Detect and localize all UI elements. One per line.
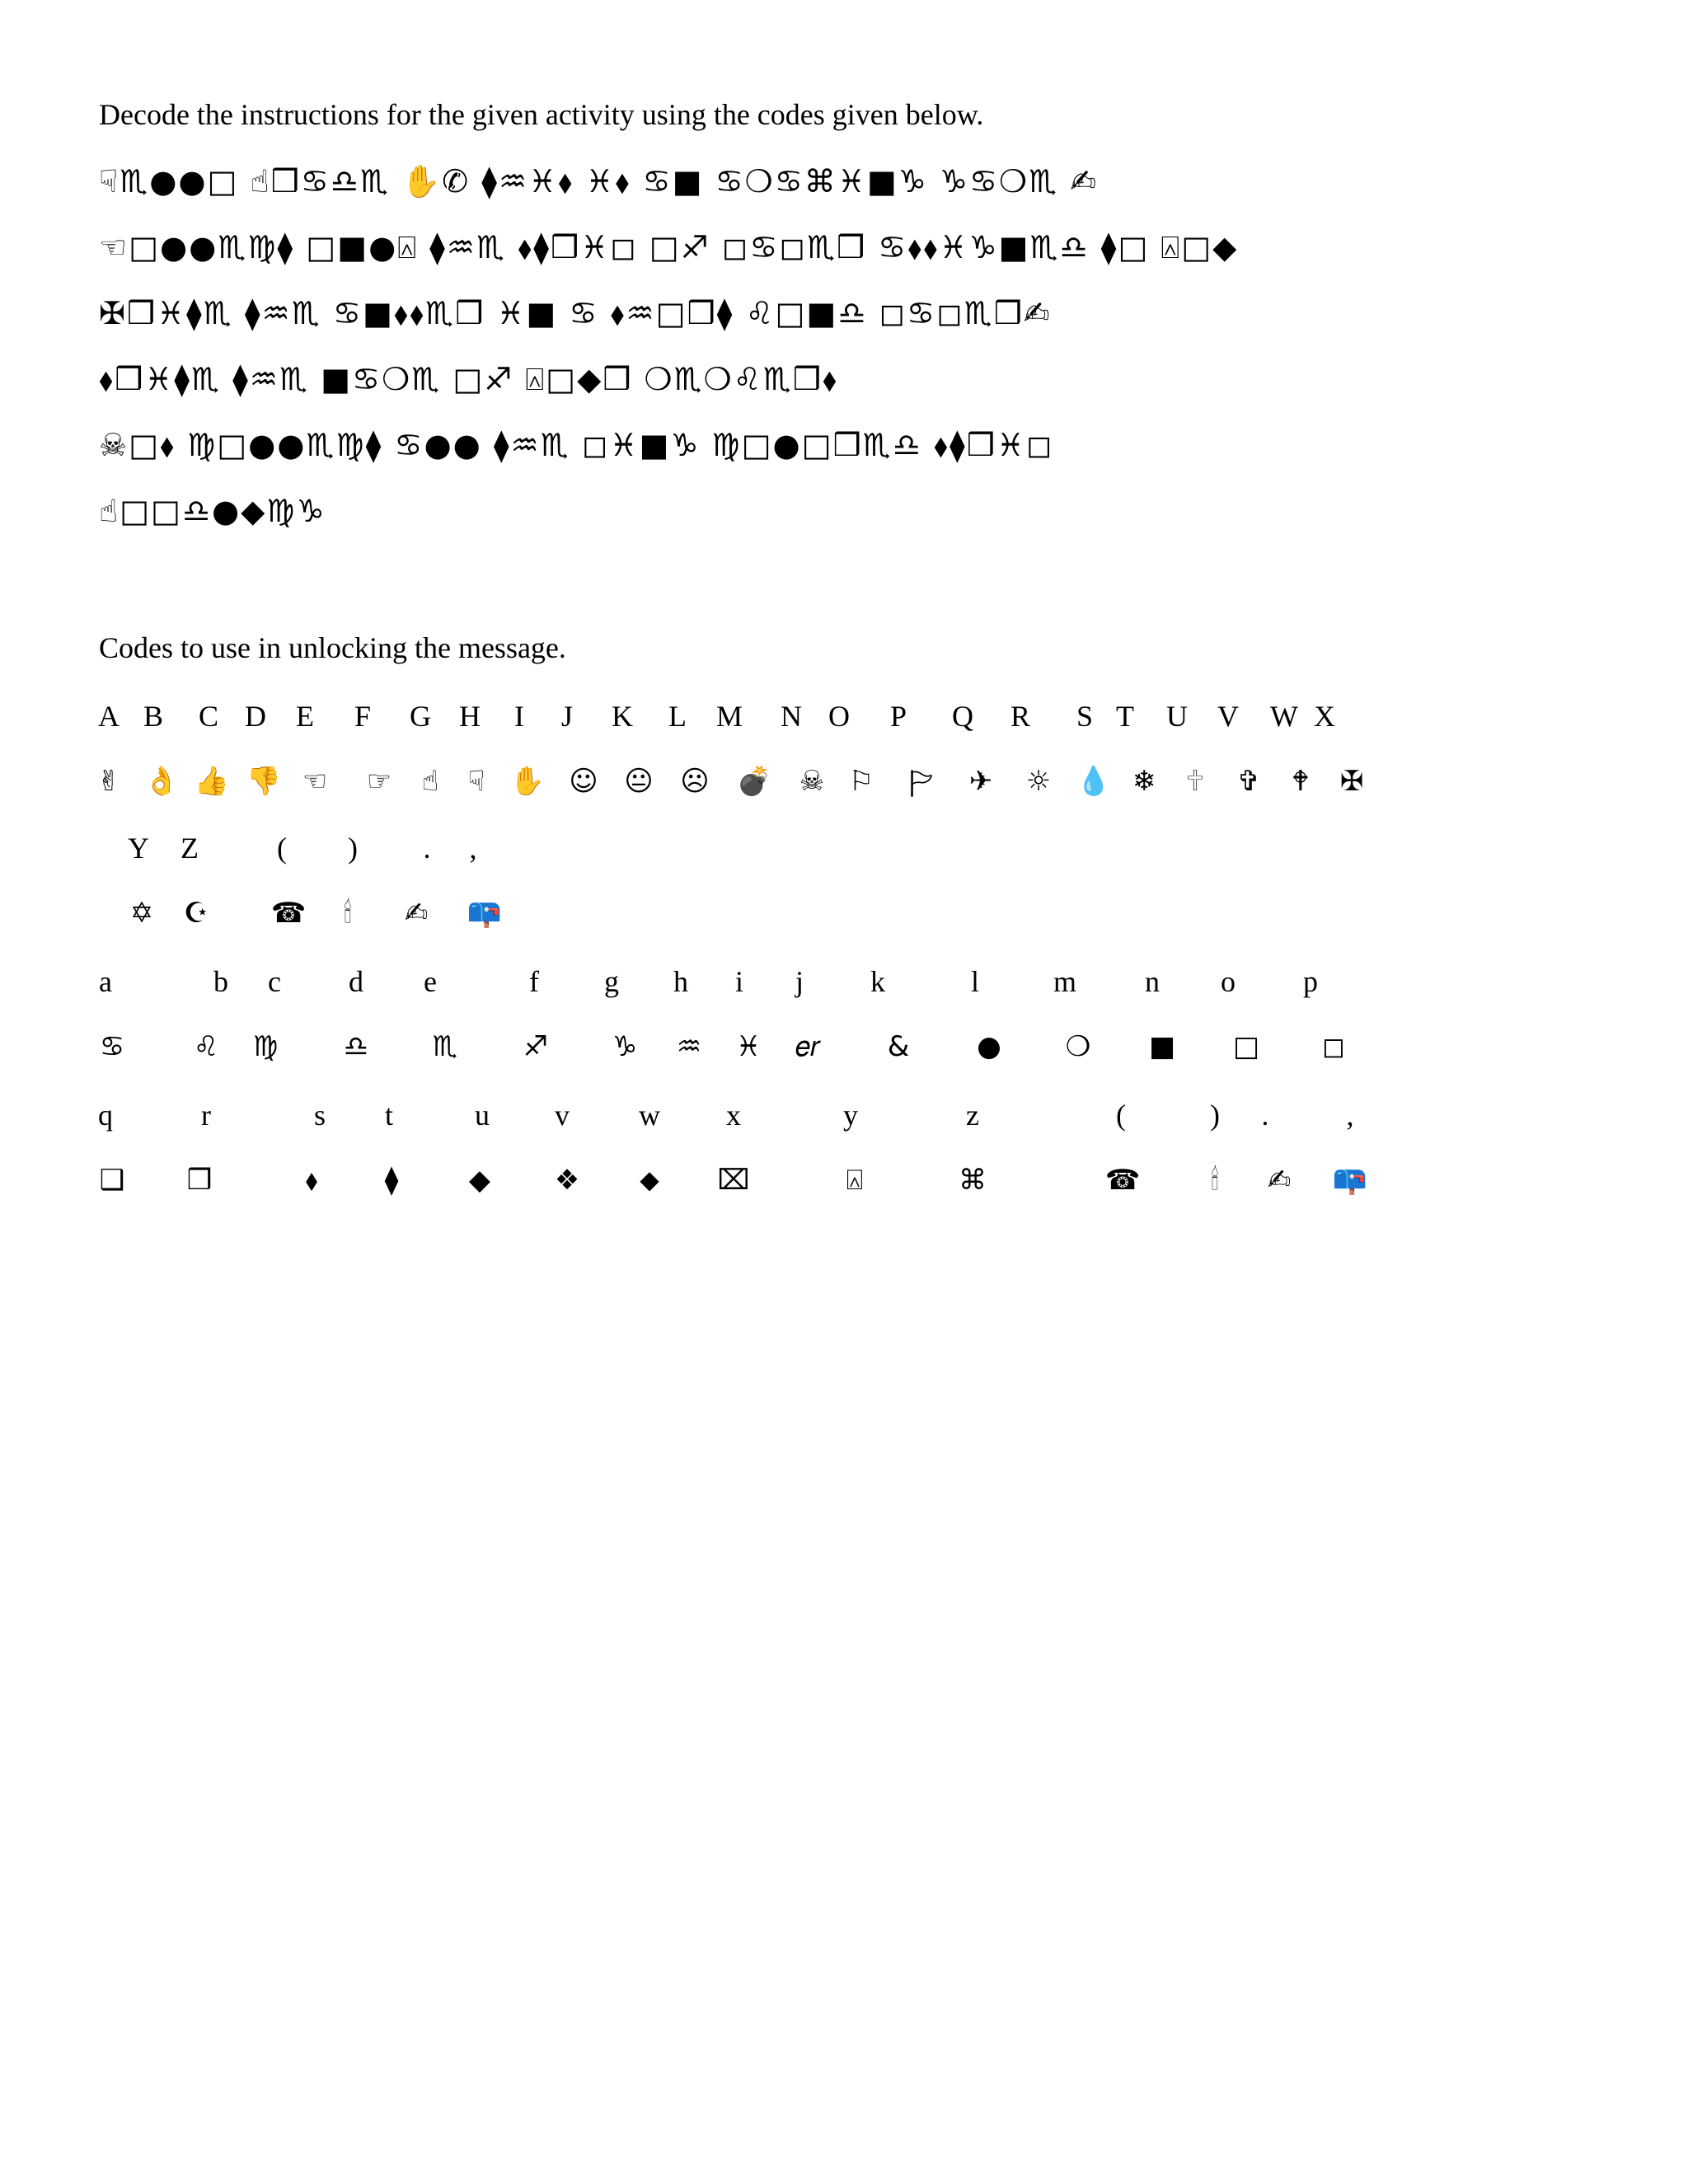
coded-line: ✠❒♓⧫♏ ⧫♒♏ ♋■⬧⬧♏❒ ♓■ ♋ ⬧♒□❒⧫ ♌□■♎ ◻♋◻♏❒✍: [99, 295, 1052, 331]
code-symbol: ⌧: [717, 1164, 750, 1197]
code-symbol: ✍: [1267, 1164, 1292, 1197]
code-symbol: ☎: [270, 897, 307, 930]
code-letter: U: [1166, 700, 1188, 733]
code-symbol: ✞: [1236, 765, 1261, 798]
code-letter: ): [348, 832, 358, 865]
code-symbol: 👍: [194, 765, 230, 798]
coded-line: ☝□□♎●◆♍♑: [99, 493, 326, 529]
uppercase-symbols-row: [0, 765, 1688, 814]
code-letter: A: [98, 700, 120, 733]
code-letter: a: [99, 965, 112, 998]
code-symbol: ♍: [252, 1030, 279, 1063]
code-letter: j: [795, 965, 804, 998]
code-symbol: &: [887, 1030, 910, 1063]
code-symbol: ☜: [302, 765, 328, 798]
code-symbol: ♐: [523, 1030, 549, 1063]
code-letter: (: [1116, 1099, 1126, 1132]
code-symbol: 📪: [467, 897, 503, 930]
code-symbol: ☟: [467, 765, 485, 798]
coded-line: ☜□●●♏♍⧫ □■●⍓ ⧫♒♏ ⬧⧫❒♓◻ □♐ ◻♋◻♏❒ ♋⬧⬧♓♑■♏♎ ⧫□ ⍓□◆: [99, 229, 1239, 265]
code-symbol: ☝: [421, 765, 439, 798]
code-symbol: ⬥: [640, 1164, 659, 1197]
code-letter: Y: [128, 832, 149, 865]
uppercase-labels-row: [0, 699, 1688, 748]
code-letter: b: [213, 965, 228, 998]
code-symbol: 🕈: [1292, 765, 1310, 798]
code-letter: h: [673, 965, 688, 998]
code-symbol: 💧: [1076, 765, 1112, 798]
code-symbol: ♒: [676, 1030, 702, 1063]
code-symbol: ♏: [432, 1030, 458, 1063]
code-letter: Z: [181, 832, 199, 865]
lowercase-labels-row-2: [0, 1098, 1688, 1147]
code-symbol: ❖: [554, 1164, 580, 1197]
code-letter: ): [1210, 1099, 1220, 1132]
code-symbol: 🕆: [1186, 765, 1204, 798]
code-symbol: 🕯: [344, 897, 352, 930]
code-letter: u: [475, 1099, 490, 1132]
code-letter: P: [889, 700, 907, 733]
code-symbol: ✍: [404, 897, 429, 930]
code-letter: F: [354, 700, 372, 733]
code-symbol: ●: [977, 1030, 1001, 1063]
code-letter: ,: [1346, 1099, 1354, 1132]
code-symbol: 👌: [143, 765, 180, 798]
code-letter: v: [555, 1099, 570, 1132]
code-symbol: 📪: [1332, 1164, 1368, 1197]
code-symbol: ✋: [509, 765, 546, 798]
code-symbol: ☠: [799, 765, 825, 798]
code-letter: S: [1076, 700, 1094, 733]
code-letter: O: [828, 700, 850, 733]
code-symbol: ⚐: [848, 765, 874, 798]
code-letter: K: [612, 700, 633, 733]
coded-line: ☠□⬧ ♍□●●♏♍⧫ ♋●● ⧫♒♏ ◻♓■♑ ♍□●□❒♏♎ ⬧⧫❒♓◻: [99, 427, 1054, 463]
code-letter: e: [424, 965, 437, 998]
code-symbol: ✈: [968, 765, 993, 798]
code-letter: o: [1221, 965, 1236, 998]
code-letter: y: [843, 1099, 858, 1132]
lowercase-symbols-row-1: [0, 1030, 1688, 1080]
code-symbol: ⬧: [305, 1164, 318, 1197]
code-symbol: ✠: [1339, 765, 1364, 798]
code-letter: l: [970, 965, 980, 998]
code-letter: G: [410, 700, 431, 733]
code-letter: i: [734, 965, 744, 998]
code-symbol: ✡: [129, 897, 154, 930]
code-symbol: ■: [1148, 1030, 1176, 1063]
code-letter: f: [529, 965, 539, 998]
code-symbol: ☎: [1104, 1164, 1141, 1197]
code-symbol: □: [1232, 1030, 1260, 1063]
code-symbol: ⍓: [846, 1164, 864, 1197]
code-letter: W: [1270, 700, 1298, 733]
code-letter: d: [349, 965, 363, 998]
code-letter: t: [384, 1099, 394, 1132]
code-letter: D: [245, 700, 266, 733]
code-letter: m: [1053, 965, 1077, 998]
lowercase-labels-row-1: [0, 964, 1688, 1014]
code-symbol: 🕯: [1211, 1164, 1219, 1197]
code-symbol: ❑: [99, 1164, 125, 1197]
code-letter: N: [781, 700, 802, 733]
code-symbol: ◆: [468, 1164, 491, 1197]
code-letter: J: [560, 700, 574, 733]
code-symbol: ♎: [343, 1030, 369, 1063]
code-symbol: 🏱: [909, 768, 934, 801]
code-letter: T: [1116, 700, 1134, 733]
code-symbol: ☹: [680, 765, 710, 798]
codes-heading: Codes to use in unlocking the message.: [99, 631, 566, 664]
code-letter: p: [1303, 965, 1318, 998]
coded-line: ⬧❒♓⧫♏ ⧫♒♏ ■♋❍♏ □♐ ⍓□◆❒ ❍♏❍♌♏❒⬧: [99, 361, 838, 397]
extra-symbols-row: [0, 897, 1688, 946]
code-symbol: ❄: [1132, 765, 1156, 798]
code-letter: x: [726, 1099, 741, 1132]
code-letter: n: [1145, 965, 1160, 998]
code-letter: R: [1010, 700, 1031, 733]
extra-labels-row: [0, 831, 1688, 880]
code-letter: r: [201, 1099, 211, 1132]
code-symbol: ♌: [193, 1030, 219, 1063]
code-letter: H: [459, 700, 481, 733]
code-letter: V: [1217, 700, 1239, 733]
code-symbol: ⧫: [384, 1164, 399, 1197]
code-letter: E: [296, 700, 314, 733]
code-symbol: ❍: [1065, 1030, 1091, 1063]
code-letter: g: [604, 965, 619, 998]
code-letter: c: [268, 965, 281, 998]
code-symbol: ❒: [186, 1164, 213, 1197]
code-letter: k: [870, 965, 885, 998]
code-letter: .: [423, 832, 431, 865]
code-letter: M: [715, 700, 743, 733]
code-letter: (: [277, 832, 287, 865]
code-symbol: ☪: [183, 897, 209, 930]
code-letter: L: [668, 700, 687, 733]
code-letter: X: [1314, 700, 1335, 733]
code-letter: C: [198, 700, 219, 733]
code-symbol: ◻: [1321, 1030, 1346, 1063]
code-letter: w: [639, 1099, 660, 1132]
code-letter: q: [98, 1099, 113, 1132]
code-symbol: 💣: [736, 765, 772, 798]
coded-line: ☟♏●●□ ☝❒♋♎♏ ✋✆ ⧫♒♓⬧ ♓⬧ ♋■ ♋❍♋⌘♓■♑ ♑♋❍♏ ✍: [99, 163, 1099, 199]
code-letter: Q: [952, 700, 973, 733]
code-symbol: ⌘: [959, 1164, 987, 1197]
code-symbol: ♓: [735, 1030, 762, 1063]
code-letter: s: [313, 1099, 326, 1132]
code-symbol: ♋: [99, 1030, 125, 1063]
code-symbol: ☺: [569, 765, 598, 798]
code-symbol: 𝑒𝑟: [795, 1030, 821, 1063]
code-symbol: 😐: [624, 765, 654, 798]
code-letter: ,: [469, 832, 477, 865]
code-letter: B: [143, 700, 164, 733]
code-letter: z: [966, 1099, 979, 1132]
code-symbol: 👎: [246, 765, 282, 798]
code-letter: .: [1261, 1099, 1269, 1132]
code-symbol: ♑: [612, 1030, 638, 1063]
code-symbol: ✌: [96, 765, 121, 798]
instructions-heading: Decode the instructions for the given activity using the codes given below.: [99, 98, 984, 131]
code-symbol: ☼: [1025, 765, 1052, 798]
code-symbol: ☞: [366, 765, 392, 798]
code-letter: I: [514, 700, 524, 733]
lowercase-symbols-row-2: [0, 1164, 1688, 1213]
